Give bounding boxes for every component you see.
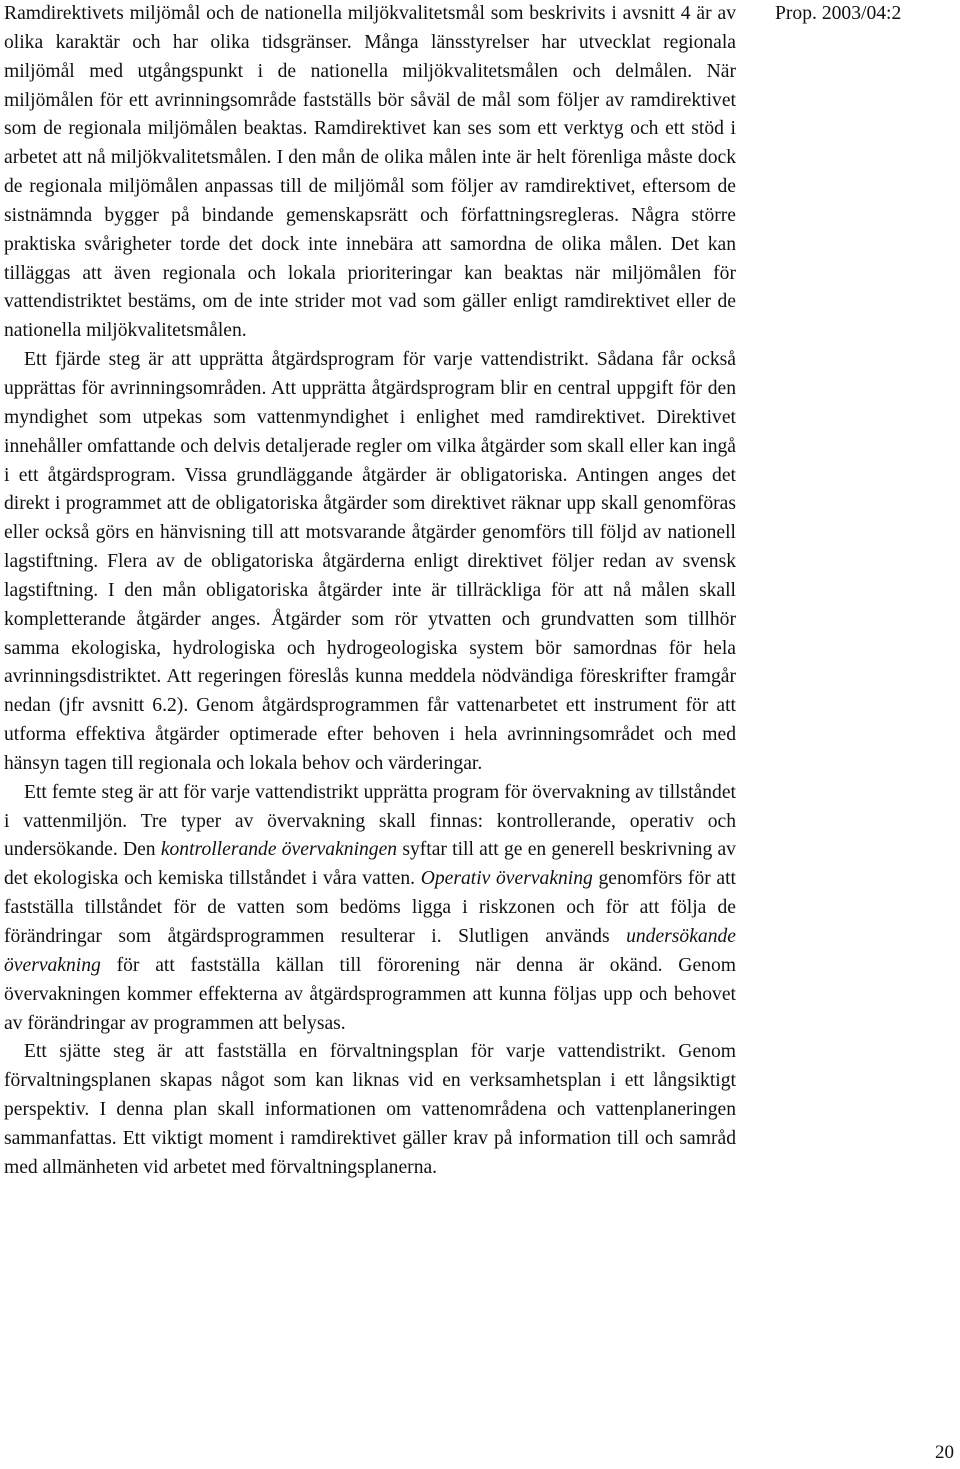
italic-term: undersökande övervakning: [4, 926, 736, 976]
paragraph-2: [4, 346, 736, 779]
margin-note: Prop. 2003/04:2: [775, 3, 902, 24]
paragraph-4: [4, 1038, 736, 1182]
italic-term: kontrollerande övervakningen: [160, 839, 398, 861]
paragraph-1: [4, 0, 736, 346]
italic-term: Operativ övervakning: [420, 868, 593, 890]
text-segment: Ett femte steg är att för varje vattendistrikt upprätta program för övervakning av tillståndet i vattenmiljön. Tre typer av övervakning skall finnas: kontrollerande, operativ och undersökande. Den: [4, 781, 736, 861]
text-segment: genomförs för att fastställa tillståndet för de vatten som bedöms ligga i riskzonen och för att följa de förändringar som åtgärdsprogrammen resulterar i. Slutligen används: [4, 868, 736, 947]
text-segment: för att fastställa källan till förorening när denna är okänd. Genom övervakningen kommer effekterna av åtgärdsprogrammen att kunna följas upp och behovet av förändringar av programmen att belysas.: [4, 954, 736, 1034]
paragraph-3: [4, 779, 736, 1039]
page-number: 20: [935, 1442, 954, 1463]
text-segment: syftar till att ge en generell beskrivning av det ekologiska och kemiska tillståndet i våra vatten.: [4, 839, 736, 890]
body-text: [4, 0, 736, 1183]
text-segment: Ramdirektivets miljömål och de nationella miljökvalitetsmål som beskrivits i avsnitt 4 är av olika karaktär och har olika tidsgränser. Många länsstyrelser har utvecklat regionala miljömål med utgångspunkt i de nationella miljökvalitetsmålen och delmålen. När miljömålen för ett avrinningsområde fastställs bör såväl de mål som följer av ramdirektivet som de regionala miljömålen beaktas. Ramdirektivet kan ses som ett verktyg och ett stöd i arbetet att nå miljökvalitetsmålen. I den mån de olika målen inte är helt förenliga måste dock de regionala miljömålen anpassas till de miljömål som följer av ramdirektivet, eftersom de sistnämnda bygger på bindande gemenskapsrätt och författningsregleras. Några större praktiska svårigheter torde det dock inte innebära att samordna de olika målen. Det kan tilläggas att även regionala och lokala prioriteringar kan beaktas när miljömålen för vattendistriktet bestäms, om de inte strider mot vad som gäller enligt ramdirektivet eller de nationella miljökvalitetsmålen.: [4, 3, 736, 342]
text-segment: Ett sjätte steg är att fastställa en förvaltningsplan för varje vattendistrikt. Genom förvaltningsplanen skapas något som kan liknas vid en verksamhetsplan i ett långsiktigt perspektiv. I denna plan skall informationen om vattenområdena och vattenplaneringen sammanfattas. Ett viktigt moment i ramdirektivet gäller krav på information till och samråd med allmänheten vid arbetet med förvaltningsplanerna.: [4, 1041, 736, 1178]
text-segment: Ett fjärde steg är att upprätta åtgärdsprogram för varje vattendistrikt. Sådana får också upprättas för avrinningsområden. Att upprätta åtgärdsprogram blir en central uppgift för den myndighet som utpekas som vattenmyndighet i enlighet med ramdirektivet. Direktivet innehåller omfattande och delvis detaljerade regler om vilka åtgärder som skall eller kan ingå i ett åtgärdsprogram. Vissa grundläggande åtgärder är obligatoriska. Antingen anges det direkt i programmet att de obligatoriska åtgärder som direktivet räknar upp skall genomföras eller också görs en hänvisning till att motsvarande åtgärder genomförs till följd av nationell lagstiftning. Flera av de obligatoriska åtgärderna enligt direktivet följer redan av svensk lagstiftning. I den mån obligatoriska åtgärder inte är tillräckliga för att nå målen skall kompletterande åtgärder anges. Åtgärder som rör ytvatten och grundvatten som tillhör samma ekologiska, hydrologiska och hydrogeologiska system bör samordnas för hela avrinningsdistriktet. Att regeringen föreslås kunna meddela nödvändiga föreskrifter framgår nedan (jfr avsnitt 6.2). Genom åtgärdsprogrammen får vattenarbetet ett instrument för att utforma effektiva åtgärder optimerade efter behoven i hela avrinningsområdet och med hänsyn tagen till regionala och lokala behov och värderingar.: [4, 349, 736, 774]
